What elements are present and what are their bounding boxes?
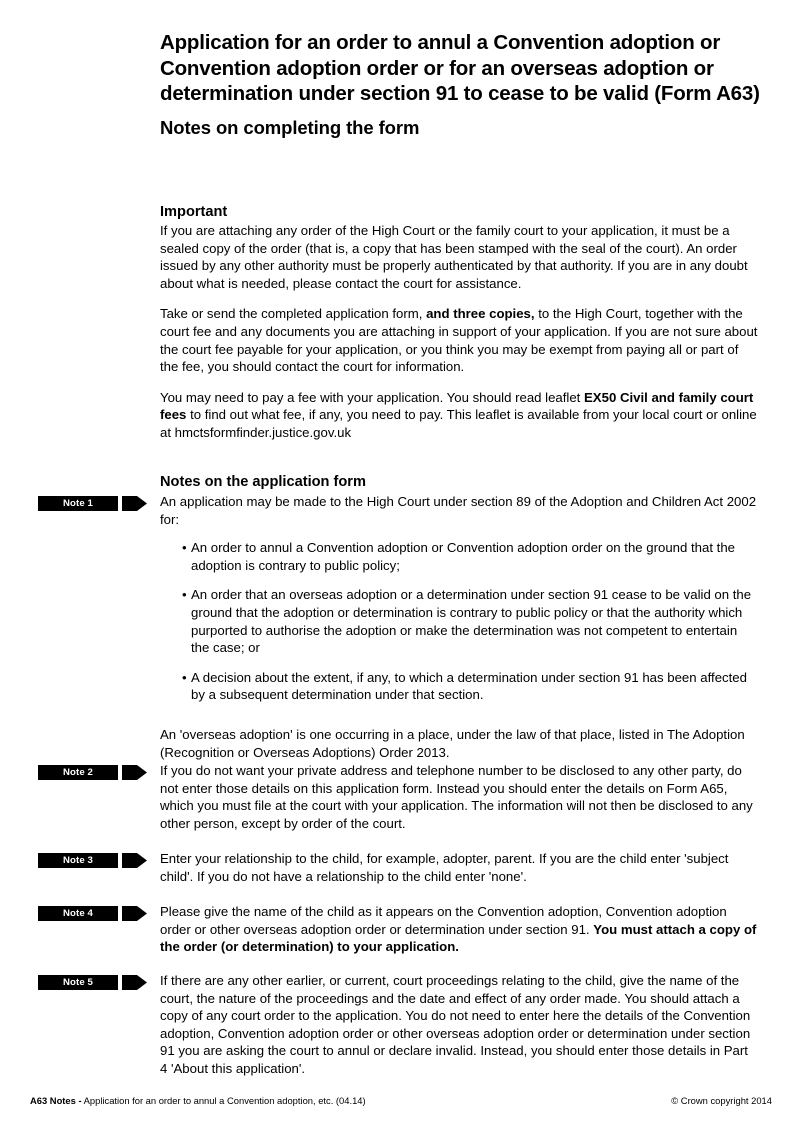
page-subtitle: Notes on completing the form (160, 116, 420, 138)
note-4-text-regular: Please give the name of the child as it appears on the Convention adoption, Convention adoption order or other overseas adoption order or determination under section 91. (160, 904, 727, 937)
important-paragraph-3-text-a: You may need to pay a fee with your application. You should read leaflet (160, 389, 585, 405)
important-paragraph-3-emphasis: EX50 Civil and family court fees (160, 389, 754, 423)
note-4-text (160, 903, 758, 956)
note-2-text: If you do not want your private address and telephone number to be disclosed to any other party, do not enter those details on this application form. Instead you should enter the details on Form A65, which you must file at the court with your application. The information will not then be disclosed to any other person, except by order of the court. (160, 763, 753, 831)
note-body-4 (160, 903, 758, 956)
notes-section-heading: Notes on the application form (160, 474, 366, 490)
list-item (182, 586, 758, 656)
arrow-right-icon (122, 765, 148, 780)
important-paragraph-1: If you are attaching any order of the High Court or the family court to your application, it must be a sealed copy of the order (that is, a copy that has been stamped with the seal of the court). An order issued by any other authority must be properly authenticated by that authority. If you are in any doubt about what is needed, please contact the court for assistance. (160, 223, 748, 291)
footer-form-description: Application for an order to annul a Convention adoption, etc. (04.14) (83, 1095, 366, 1106)
note-5-text: If there are any other earlier, or current, court proceedings relating to the child, give the name of the court, the nature of the proceedings and the date and effect of any order made. You should attach a copy of any court order to the application. You do not need to enter here the details of the Convention adoption, Convention adoption order or other overseas adoption order or determination under section 91 you are asking the court to annul or declare invalid. Instead, you should enter those details in Part 4 'About this application'. (160, 973, 751, 1076)
note-1-closing: An 'overseas adoption' is one occurring in a place, under the law of that place, listed in The Adoption (Recognition or Overseas Adoptions) Order 2013. (160, 726, 745, 760)
footer-form-reference (30, 1095, 366, 1107)
note-4-text-emphasis: You must attach a copy of the order (or determination) to your application. (160, 921, 757, 955)
page-title: Application for an order to annul a Convention adoption or Convention adoption order or for an overseas adoption or determination under section 91 to cease to be valid (Form A63) (160, 31, 760, 105)
important-paragraph-3-text-b: to find out what fee, if any, you need to pay. This leaflet is available from your local court or online at hmctsformfinder.justice.gov.uk (160, 407, 757, 440)
note-body-2 (160, 762, 758, 832)
note-1-bullet-text-2: An order that an overseas adoption or a determination under section 91 cease to be valid on the ground that the adoption or determination is contrary to public policy or that the authority which purported to authorise the adoption or make the determination was not competent to entertain the case; or (191, 587, 752, 656)
footer-form-code: A63 Notes - (30, 1095, 82, 1106)
note-3-text: Enter your relationship to the child, for example, adopter, parent. If you are the child enter 'subject child'. If you do not have a relationship to the child enter 'none'. (160, 851, 729, 884)
arrow-right-icon (122, 975, 148, 990)
arrow-right-icon (122, 496, 148, 511)
note-body-3 (160, 850, 758, 885)
footer-copyright: © Crown copyright 2014 (671, 1095, 772, 1106)
list-item (182, 669, 758, 704)
note-badge-label-2: Note 2 (38, 765, 118, 780)
note-1-bullet-list (160, 539, 758, 704)
note-badge-4 (38, 906, 150, 922)
arrow-right-icon (122, 906, 148, 921)
important-paragraph-2 (160, 305, 758, 375)
note-badge-3 (38, 853, 150, 869)
bullet-icon: • (182, 587, 187, 603)
note-badge-label-4: Note 4 (38, 906, 118, 921)
note-1-intro: An application may be made to the High Court under section 89 of the Adoption and Children Act 2002 for: (160, 494, 757, 527)
list-item (182, 539, 758, 574)
bullet-icon: • (182, 669, 187, 685)
important-heading: Important (160, 204, 228, 220)
notes-section-heading-wrap (160, 474, 758, 491)
note-badge-2 (38, 765, 150, 781)
note-badge-1 (38, 496, 150, 512)
important-section (160, 204, 758, 442)
note-1-bullet-text-1: An order to annul a Convention adoption or Convention adoption order on the ground that the adoption is contrary to public policy; (191, 540, 736, 573)
note-body-5 (160, 972, 758, 1078)
important-paragraph-2-text-a: Take or send the completed application form, (160, 306, 427, 322)
note-1-bullet-text-3: A decision about the extent, if any, to which a determination under section 91 has been affected by a subsequent determination under that section. (191, 669, 747, 703)
bullet-icon: • (182, 540, 187, 556)
important-paragraph-2-text-b: to the High Court, together with the court fee and any documents you are attaching in support of your application. If you are not sure about the court fee payable for your application, or you think you may be exempt from paying all or part of the fee, you should contact the court for information. (160, 306, 758, 375)
page-footer (30, 1095, 772, 1109)
important-paragraph-3 (160, 389, 758, 442)
important-paragraph-2-emphasis: and three copies, (426, 306, 535, 322)
note-badge-label-5: Note 5 (38, 975, 118, 990)
note-badge-5 (38, 975, 150, 991)
arrow-right-icon (122, 853, 148, 868)
title-block (160, 30, 760, 140)
note-badge-label-3: Note 3 (38, 853, 118, 868)
note-body-1 (160, 493, 758, 761)
note-badge-label-1: Note 1 (38, 496, 118, 511)
